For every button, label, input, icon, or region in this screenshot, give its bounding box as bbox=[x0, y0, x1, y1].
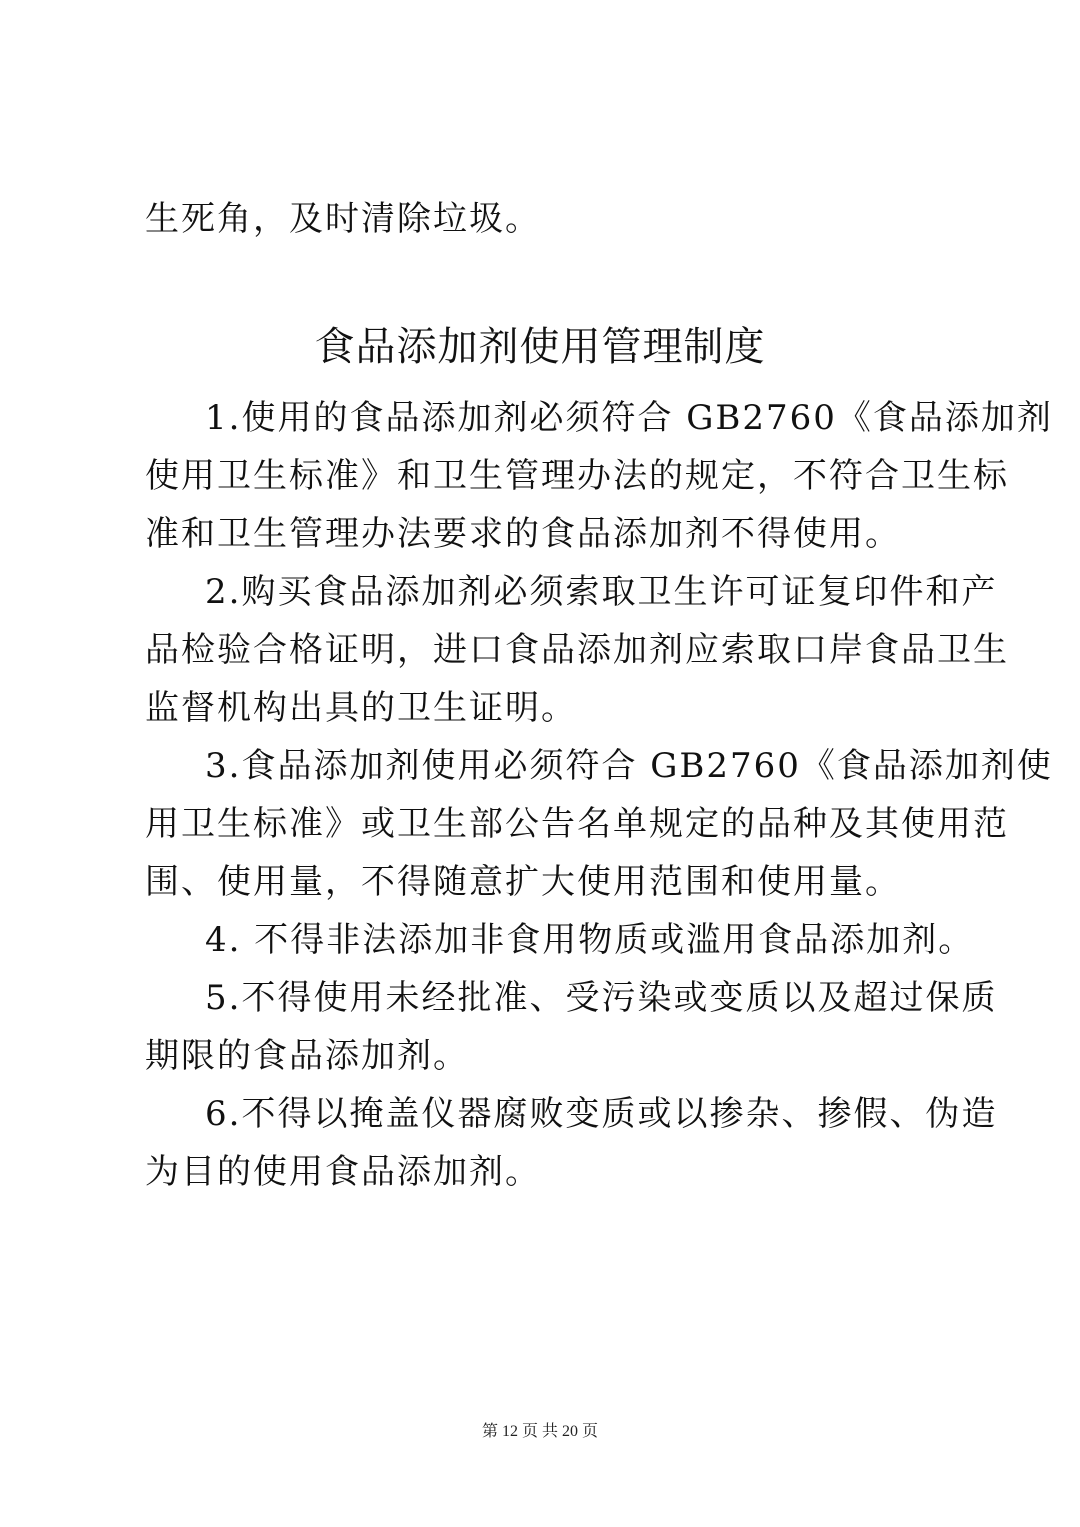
continuation-text: 生死角，及时清除垃圾。 bbox=[145, 199, 541, 239]
paragraph-line: 为目的使用食品添加剂。 bbox=[145, 1152, 541, 1192]
section-title: 食品添加剂使用管理制度 bbox=[314, 324, 766, 370]
paragraph-line: 监督机构出具的卫生证明。 bbox=[145, 688, 577, 728]
paragraph-line: 3.食品添加剂使用必须符合 GB2760《食品添加剂使 bbox=[205, 746, 1053, 786]
paragraph-line: 用卫生标准》或卫生部公告名单规定的品种及其使用范 bbox=[145, 804, 1009, 844]
paragraph-line: 1.使用的食品添加剂必须符合 GB2760《食品添加剂 bbox=[205, 398, 1053, 438]
paragraph-line: 5.不得使用未经批准、受污染或变质以及超过保质 bbox=[205, 978, 998, 1018]
paragraph-line: 6.不得以掩盖仪器腐败变质或以掺杂、掺假、伪造 bbox=[205, 1094, 998, 1134]
paragraph-line: 2.购买食品添加剂必须索取卫生许可证复印件和产 bbox=[205, 572, 998, 612]
paragraph-line: 期限的食品添加剂。 bbox=[145, 1036, 469, 1076]
paragraph-line: 4. 不得非法添加非食用物质或滥用食品添加剂。 bbox=[205, 920, 975, 960]
paragraph-line: 品检验合格证明，进口食品添加剂应索取口岸食品卫生 bbox=[145, 630, 1009, 670]
page-number-footer: 第 12 页 共 20 页 bbox=[481, 1423, 598, 1440]
paragraph-line: 使用卫生标准》和卫生管理办法的规定，不符合卫生标 bbox=[145, 456, 1009, 496]
paragraph-line: 围、使用量，不得随意扩大使用范围和使用量。 bbox=[145, 862, 901, 902]
paragraph-line: 准和卫生管理办法要求的食品添加剂不得使用。 bbox=[145, 514, 901, 554]
